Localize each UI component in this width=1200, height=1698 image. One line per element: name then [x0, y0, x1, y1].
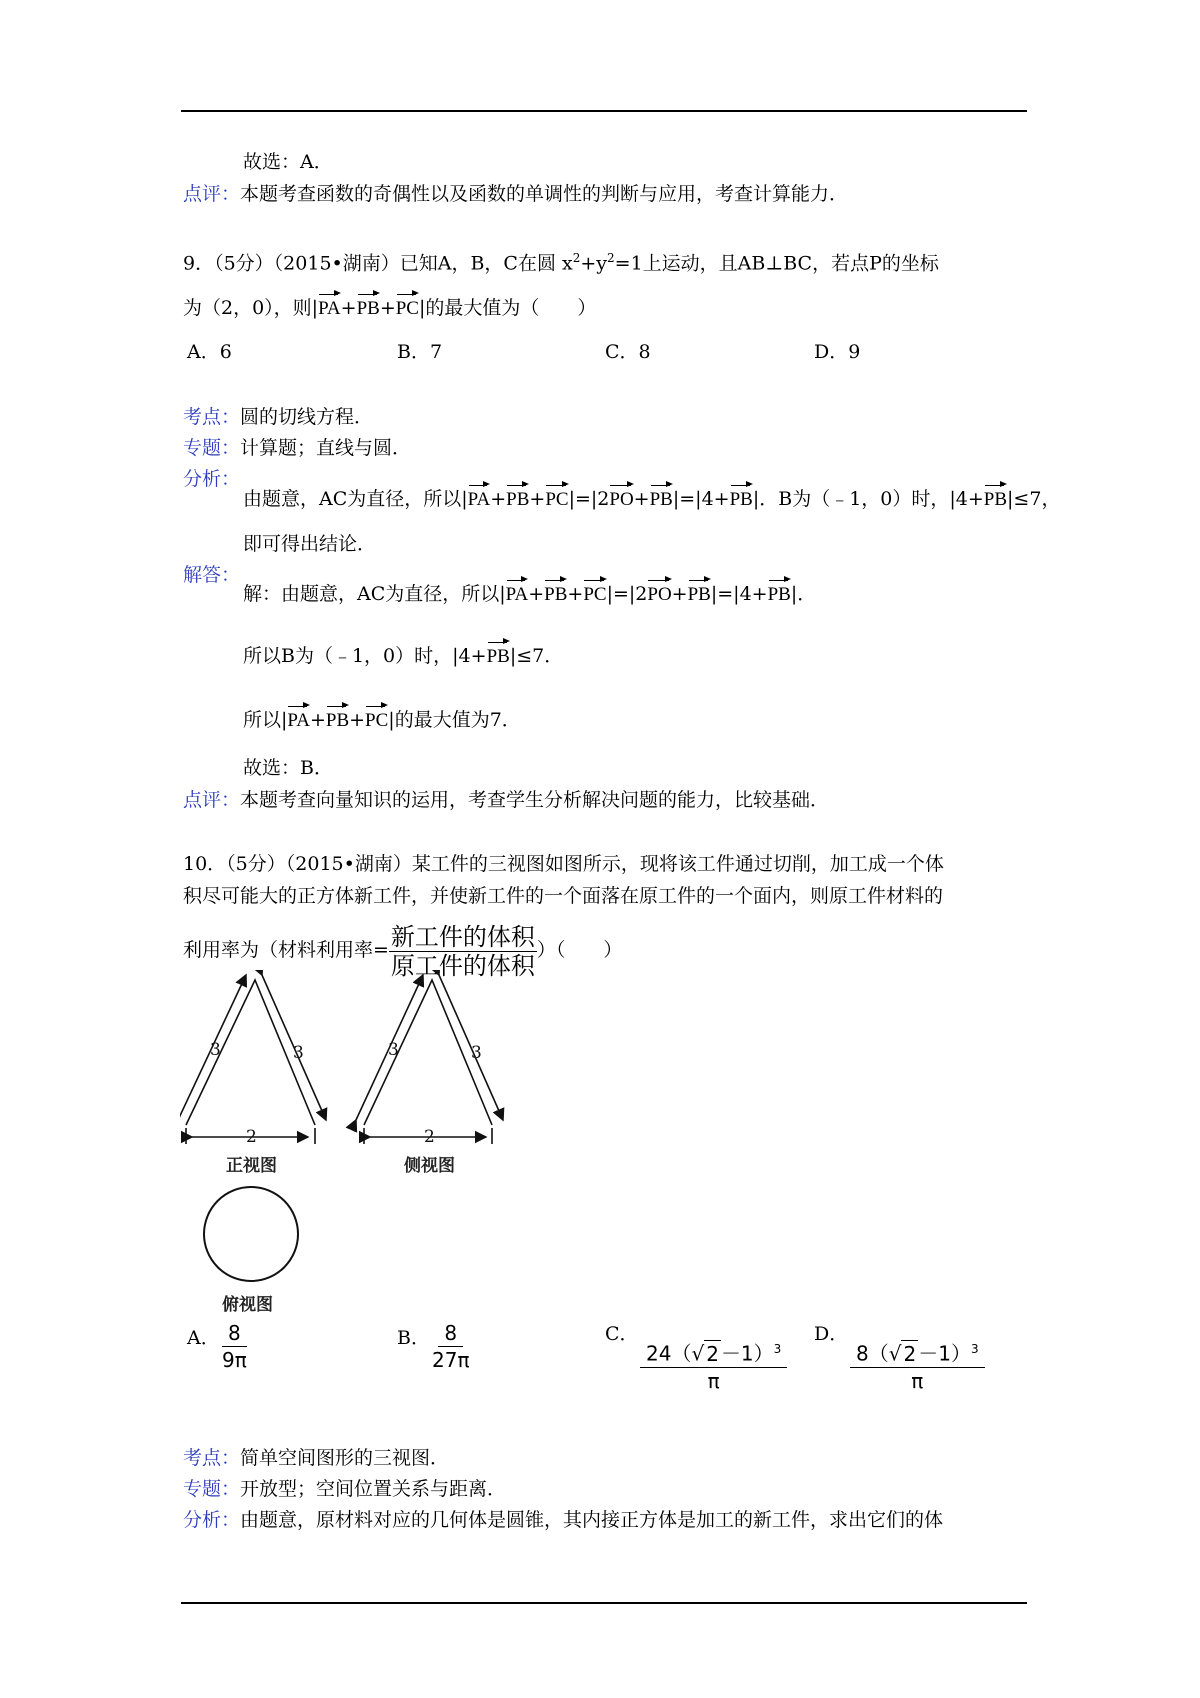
q9-zhuanti [183, 436, 411, 460]
q10-option-d-label: D． [814, 1323, 849, 1345]
fenxi-text: 由题意，原材料对应的几何体是圆锥，其内接正方体是加工的新工件，求出它们的体 [240, 1509, 944, 1531]
front-view-caption: 正视图 [226, 1156, 277, 1176]
plus: + [340, 297, 357, 319]
q9-stem-line2 [183, 296, 596, 321]
q10-stem-line2: 积尽可能大的正方体新工件，并使新工件的一个面落在原工件的一个面内，则原工件材料的 [183, 885, 944, 907]
vector-pb: PB [649, 489, 673, 510]
plus: + [379, 297, 396, 319]
text: |=|4+ [672, 488, 730, 510]
text: 解：由题意，AC为直径，所以| [243, 583, 506, 605]
comment-text: 本题考查向量知识的运用，考查学生分析解决问题的能力，比较基础． [240, 789, 830, 811]
side-left-label: 3 [388, 1040, 399, 1060]
sqrt-sign: √ [888, 1341, 902, 1366]
vector-pb: PB [486, 646, 510, 667]
text: |=|2 [568, 488, 610, 510]
footer-rule [181, 1602, 1027, 1604]
q9-mid2: =1上运动，且AB⊥BC，若点P的坐标 [614, 252, 939, 275]
text: 利用率为（材料利用率= [183, 939, 389, 961]
top-view-circle [204, 1187, 298, 1281]
sup-2: 2 [607, 251, 615, 265]
text: |≤7， [1007, 488, 1061, 510]
kaodian-text: 圆的切线方程． [240, 406, 374, 428]
q9-option-b: B．7 [397, 341, 443, 363]
q10-option-b-label: B． [397, 1327, 430, 1349]
vector-pb: PB [983, 489, 1008, 510]
vector-pb: PB [767, 584, 791, 605]
header-rule [181, 110, 1027, 112]
plus: + [567, 583, 584, 605]
q9-mid1: +y [580, 252, 608, 275]
zhuanti-tag: 专题： [183, 437, 241, 459]
q10-option-a-fraction [222, 1320, 247, 1373]
q9-option-a: A．6 [187, 341, 232, 363]
vector-pa: PA [318, 298, 341, 319]
text: |的最大值为7． [388, 709, 521, 731]
q10-option-c-fraction [640, 1336, 787, 1394]
vector-pa: PA [505, 584, 529, 605]
front-base-label: 2 [246, 1127, 257, 1147]
q9-jieda-line1 [243, 582, 816, 607]
cube: 3 [773, 1342, 782, 1356]
zhuanti-text: 开放型；空间位置关系与距离． [240, 1478, 507, 1500]
text: |≤7． [509, 645, 564, 667]
prev-answer: 故选：A． [243, 151, 333, 173]
vector-pb: PB [544, 584, 568, 605]
text: |=|4+ [710, 583, 768, 605]
front-right-label: 3 [293, 1043, 304, 1063]
numerator: 8 [438, 1320, 463, 1347]
plus: + [671, 583, 688, 605]
q9-fenxi-line2: 即可得出结论． [243, 533, 377, 555]
vector-pa: PA [467, 489, 491, 510]
side-view-caption: 侧视图 [404, 1156, 455, 1176]
q10-option-d-fraction [850, 1336, 985, 1394]
top-view-caption: 俯视图 [222, 1295, 273, 1315]
text: 所以| [243, 709, 288, 731]
vector-pc: PC [365, 710, 389, 731]
q10-option-a-label: A． [187, 1327, 220, 1349]
kaodian-text: 简单空间图形的三视图． [240, 1447, 450, 1469]
q9-suoyi-2 [243, 708, 521, 733]
q10-option-c-label: C． [605, 1323, 639, 1345]
vector-pb: PB [729, 489, 753, 510]
q9-prefix: 9．（5分）（2015•湖南）已知A，B，C在圆 x [183, 252, 573, 275]
plus: + [309, 709, 326, 731]
ratio-denominator: 原工件的体积 [390, 951, 535, 980]
vector-pc: PC [545, 489, 569, 510]
q10-option-b-fraction [432, 1320, 470, 1373]
prev-comment [183, 182, 848, 206]
jieda-tag: 解答： [183, 564, 241, 586]
plus: + [490, 488, 507, 510]
sqrt-sign: √ [691, 1341, 705, 1366]
denominator: 9π [222, 1348, 247, 1372]
side-right-label: 3 [471, 1043, 482, 1063]
vector-pc: PC [583, 584, 607, 605]
q9-line2-pre: 为（2，0），则| [183, 297, 319, 319]
q9-line2-post: |的最大值为（ ） [418, 297, 597, 319]
q9-kaodian [183, 405, 373, 429]
front-view-triangle [180, 975, 326, 1144]
comment-tag: 点评： [183, 183, 241, 205]
numerator: 8 [222, 1320, 247, 1347]
cube: 3 [970, 1342, 979, 1356]
q9-suoyi-1 [243, 644, 563, 669]
plus: + [528, 583, 545, 605]
q9-jieda-tag [183, 563, 240, 587]
q10-fenxi [183, 1508, 943, 1532]
q9-option-d: D．9 [814, 341, 861, 363]
q9-option-c: C．8 [605, 341, 651, 363]
vector-pc: PC [395, 298, 419, 319]
q9-fenxi-line1 [243, 487, 1060, 512]
q10-zhuanti [183, 1477, 506, 1501]
zhuanti-tag: 专题： [183, 1478, 241, 1500]
kaodian-tag: 考点： [183, 406, 241, 428]
text: 8（ [856, 1341, 889, 1366]
vector-po: PO [609, 489, 634, 510]
side-base-label: 2 [424, 1127, 435, 1147]
vector-pa: PA [287, 710, 310, 731]
front-left-label: 3 [210, 1040, 221, 1060]
q9-fenxi-tag [183, 467, 240, 491]
kaodian-tag: 考点： [183, 1447, 241, 1469]
three-view-figure [180, 970, 540, 1330]
plus: + [529, 488, 546, 510]
denominator: π [911, 1368, 924, 1393]
sqrt-arg: 2 [903, 1341, 917, 1366]
text: 24（ [646, 1341, 692, 1366]
text: ）（ ） [536, 939, 623, 961]
text: －1） [720, 1341, 774, 1366]
q10-kaodian [183, 1446, 449, 1470]
text: |=|2 [606, 583, 648, 605]
q9-answer: 故选：B． [243, 757, 333, 779]
sup-2: 2 [572, 251, 581, 265]
vector-pb: PB [506, 489, 530, 510]
numerator [640, 1336, 787, 1368]
comment-tag: 点评： [183, 789, 241, 811]
q9-stem-line1 [183, 246, 939, 275]
q10-stem-line1: 10．（5分）（2015•湖南）某工件的三视图如图所示，现将该工件通过切削，加工成一个体 [183, 853, 944, 875]
vector-pb: PB [356, 298, 380, 319]
fenxi-tag: 分析： [183, 1509, 241, 1531]
sqrt-arg: 2 [706, 1341, 719, 1366]
comment-text: 本题考查函数的奇偶性以及函数的单调性的判断与应用，考查计算能力． [240, 183, 849, 205]
plus: + [633, 488, 650, 510]
text: |． [790, 583, 817, 605]
q9-comment [183, 788, 829, 812]
vector-pb: PB [687, 584, 711, 605]
plus: + [349, 709, 366, 731]
vector-po: PO [647, 584, 672, 605]
text: 所以B为（﹣1，0）时，|4+ [243, 645, 487, 667]
text: |．B为（﹣1，0）时，|4+ [752, 488, 984, 510]
zhuanti-text: 计算题；直线与圆． [240, 437, 412, 459]
fenxi-tag: 分析： [183, 468, 241, 490]
text: 由题意，AC为直径，所以| [243, 488, 468, 510]
ratio-numerator: 新工件的体积 [390, 922, 535, 951]
vector-pb: PB [325, 710, 350, 731]
numerator [850, 1336, 985, 1368]
denominator: π [707, 1368, 720, 1393]
denominator: 27π [432, 1348, 470, 1372]
text: －1） [918, 1341, 971, 1366]
